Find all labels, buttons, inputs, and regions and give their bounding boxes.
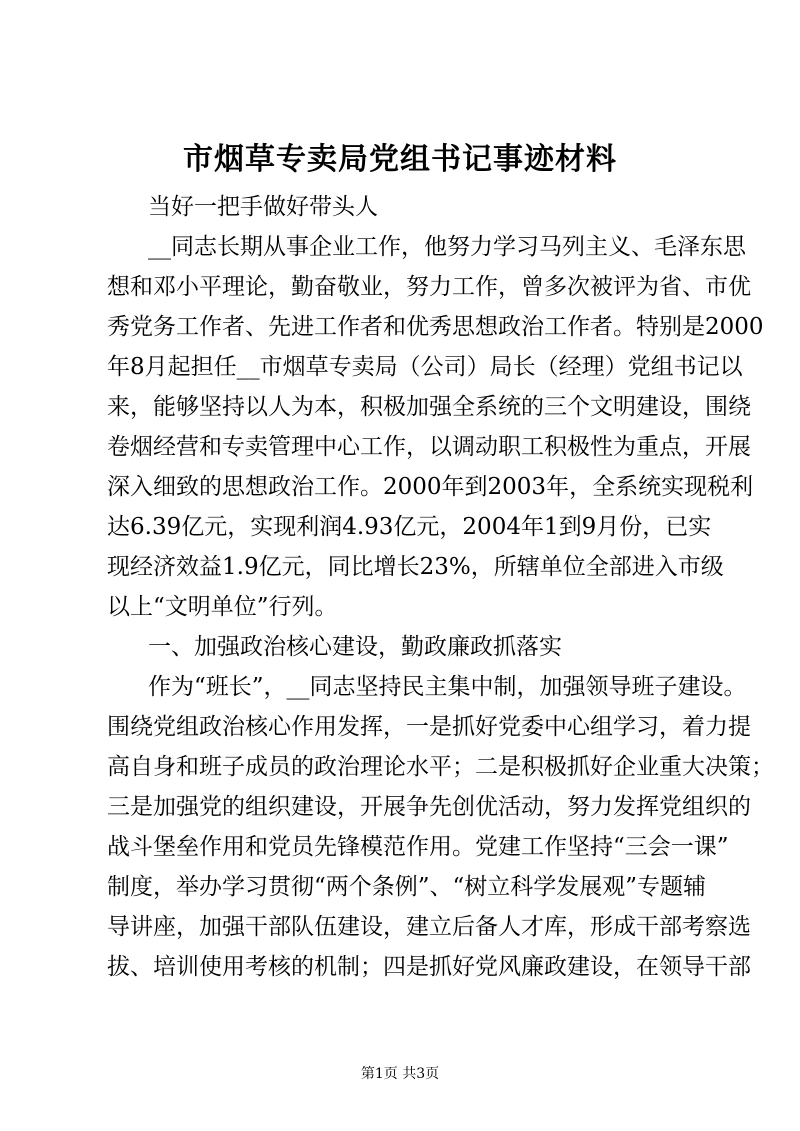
paragraph-line: 以上“文明单位”行列。 — [107, 594, 338, 620]
paragraph-line: 现经济效益1.9亿元，同比增长23%，所辖单位全部进入市级 — [107, 554, 724, 580]
paragraph-line: __同志长期从事企业工作，他努力学习马列主义、毛泽东思 — [148, 234, 746, 260]
paragraph-line: 卷烟经营和专卖管理中心工作，以调动职工积极性为重点，开展 — [107, 434, 751, 460]
paragraph-line: 想和邓小平理论，勤奋敬业，努力工作，曾多次被评为省、市优 — [107, 274, 751, 300]
paragraph-line: 拔、培训使用考核的机制；四是抓好党风廉政建设，在领导干部 — [107, 954, 751, 980]
paragraph-line: 秀党务工作者、先进工作者和优秀思想政治工作者。特别是2000 — [107, 314, 764, 340]
paragraph-line: 导讲座，加强干部队伍建设，建立后备人才库，形成干部考察选 — [107, 914, 751, 940]
document-body — [107, 187, 774, 987]
paragraph-line: 制度，举办学习贯彻“两个条例”、“树立科学发展观”专题辅 — [107, 874, 707, 900]
paragraph-line: 达6.39亿元，实现利润4.93亿元，2004年1到9月份，已实 — [107, 514, 712, 540]
document-title: 市烟草专卖局党组书记事迹材料 — [183, 142, 617, 177]
page-number-footer: 第1页 共3页 — [360, 1066, 440, 1082]
paragraph-line: 深入细致的思想政治工作。2000年到2003年，全系统实现税利 — [107, 474, 754, 500]
paragraph-line: 来，能够坚持以人为本，积极加强全系统的三个文明建设，围绕 — [107, 394, 751, 420]
paragraph-line: 高自身和班子成员的政治理论水平；二是积极抓好企业重大决策； — [107, 754, 774, 780]
section-heading: 一、加强政治核心建设，勤政廉政抓落实 — [148, 634, 562, 660]
paragraph-line: 作为“班长”，__同志坚持民主集中制，加强领导班子建设。 — [148, 674, 747, 700]
paragraph-line: 围绕党组政治核心作用发挥，一是抓好党委中心组学习，着力提 — [107, 714, 751, 740]
section-heading: 当好一把手做好带头人 — [148, 194, 378, 220]
paragraph-line: 年8月起担任__市烟草专卖局（公司）局长（经理）党组书记以 — [107, 354, 743, 380]
paragraph-line: 战斗堡垒作用和党员先锋模范作用。党建工作坚持“三会一课” — [107, 834, 729, 860]
paragraph-line: 三是加强党的组织建设，开展争先创优活动，努力发挥党组织的 — [107, 794, 751, 820]
